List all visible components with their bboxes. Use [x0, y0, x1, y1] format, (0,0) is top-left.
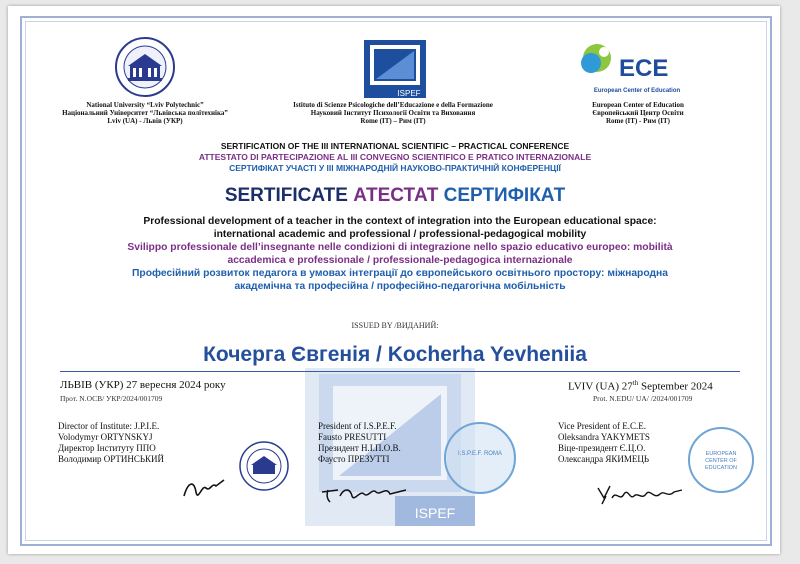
- signature-president: [320, 480, 412, 506]
- issued-by-label: ISSUED BY /ВИДАНИЙ:: [351, 321, 439, 330]
- ispef-logo: [364, 40, 426, 98]
- recipient-name: Кочерга Євгенія / Kocherha Yevheniia: [203, 343, 587, 366]
- ispef-logo-text: ISPEF: [397, 89, 421, 98]
- ispef-caption: Istituto di Scienze Psicologiche dell’Educazione e della Formazione Науковий Інститут Психології Освіти та Виховання Rome (IT) – Рим (IT): [293, 101, 493, 125]
- lviv-polytechnic-stamp: [238, 440, 290, 492]
- ece-logo: [577, 38, 687, 88]
- signature-director: [180, 474, 230, 504]
- protocol-number-en: Prot. N.EDU/ UA/ /2024/001709: [593, 394, 693, 403]
- ece-caption: European Center of Education Європейський Центр Освіти Rome (IT) - Рим (IT): [592, 101, 684, 125]
- signature-vice-president: [596, 482, 686, 506]
- date-ua: ЛЬВІВ (УКР) 27 вересня 2024 року: [60, 379, 226, 391]
- signer-vice-president: Vice President of E.C.E. Oleksandra YAKYMETS Віце-президент Є.Ц.О. Олександра ЯКИМЕЦЬ: [558, 421, 650, 464]
- watermark-text: ISPEF: [414, 505, 456, 521]
- certificate-title: SERTIFICATE АТЕСТАТ СЕРТИФІКАТ: [224, 185, 566, 206]
- signer-president: President of I.S.P.E.F. Fausto PRESUTTI Президент Н.І.П.О.В. Фаусто ПРЕЗУТТІ: [318, 421, 401, 464]
- recipient-underline: [60, 371, 740, 372]
- date-en: LVIV (UA) 27th September 2024: [568, 379, 713, 393]
- conference-heading: SERTIFICATION OF THE III INTERNATIONAL SCIENTIFIC – PRACTICAL CONFERENCE ATTESTATO DI PARTECIPAZIONE AL III CONVEGNO SCIENTIFICO E PRATICO INTERNAZIONALE СЕРТИФІКАТ УЧАСТІ У ІІІ МІЖНАРОДНІЙ НАУКОВО-ПРАКТИЧНІЙ КОНФЕРЕНЦІЇ: [198, 141, 592, 173]
- conference-topic: Professional development of a teacher in the context of integration into the European educational space: international academic and professional / professional-pedagogical mobility Svilippo professionale dell’insegnante nelle condizioni di integrazione nello spazio educativo europeo: mobilità accademica e professionale / professionale-pedagogica internazionale Професійний розвиток педагога в умовах інтеграції до європейського освітнього простору: міжнародна академічна та професійна / професійно-педагогічна мобільність: [127, 216, 673, 292]
- lviv-polytechnic-caption: National University “Lviv Polytechnic” Національний Університет “Львівська політехніка” Lviv (UA) - Львів (УКР): [62, 101, 228, 125]
- lviv-polytechnic-logo: [112, 36, 178, 98]
- ece-logo-subtitle: European Center of Education: [593, 88, 681, 94]
- signer-director: Director of Institute: J.P.I.E. Volodymyr ORTYNSKYJ Директор Інституту ППО Володимир ОРТИНСЬКИЙ: [58, 421, 165, 464]
- protocol-number-ua: Прот. N.ОСВ/ УКР/2024/001709: [60, 394, 163, 403]
- ece-logo-text: ECE: [619, 55, 669, 82]
- ece-stamp: EUROPEAN CENTER OF EDUCATION: [688, 427, 754, 493]
- ispef-stamp: I.S.P.E.F. ROMA: [444, 422, 516, 494]
